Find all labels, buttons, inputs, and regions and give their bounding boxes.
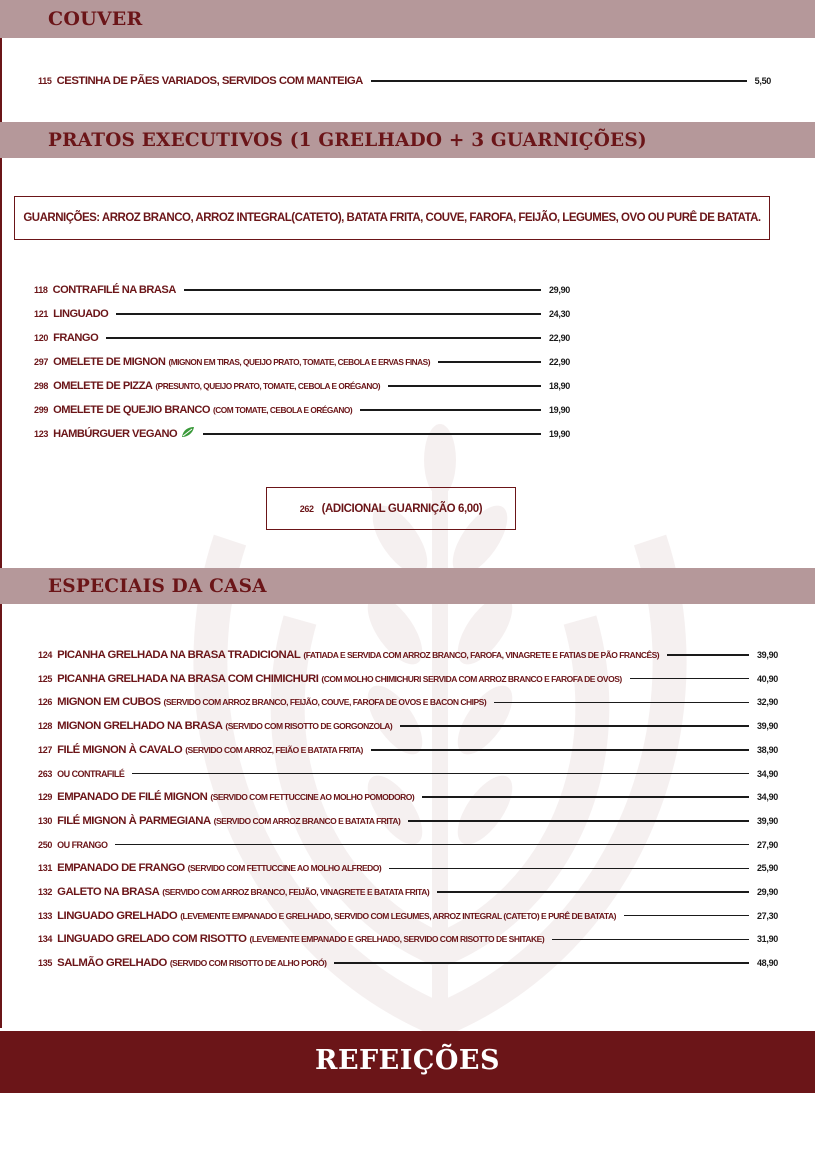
adicional-code: 262 (299, 503, 314, 514)
item-price: 39,90 (756, 650, 778, 660)
item-description: (SERVIDO COM FETTUCCINE AO MOLHO POMODORO) (210, 792, 415, 803)
item-name: OMELETE DE PIZZA (53, 380, 153, 392)
dot-leader-line (388, 385, 541, 387)
item-name: OU CONTRAFILÉ (57, 768, 125, 779)
dot-leader-line (371, 80, 747, 82)
item-code: 134 (38, 934, 53, 945)
item-name: SALMÃO GRELHADO (57, 957, 167, 970)
item-price: 27,30 (756, 910, 778, 921)
dot-leader-line (371, 749, 749, 751)
dot-leader-line (624, 915, 749, 917)
item-name: GALETO NA BRASA (57, 886, 160, 898)
section-title: COUVER (48, 8, 143, 30)
item-code: 299 (34, 405, 49, 415)
menu-item-row (34, 281, 570, 299)
item-code: 131 (38, 863, 53, 874)
menu-item-row (38, 646, 778, 664)
dot-leader-line (438, 361, 541, 363)
menu-item-row (38, 788, 778, 806)
item-description: (SERVIDO COM ARROZ BRANCO, FEIJÃO, COUVE, FAROFA DE OVOS E BACON CHIPS) (163, 697, 487, 708)
footer-title: REFEIÇÕES (315, 1045, 500, 1076)
item-code: 121 (34, 309, 49, 319)
item-code: 118 (34, 285, 48, 295)
menu-item-row (38, 717, 778, 735)
item-code: 133 (38, 910, 53, 921)
menu-item-row (34, 377, 570, 395)
item-description: (SERVIDO COM RISOTTO DE ALHO PORÓ) (169, 958, 327, 969)
item-name: LINGUADO GRELHADO (57, 909, 178, 922)
menu-item-row (38, 930, 778, 948)
menu-item-row (34, 353, 570, 371)
item-price: 39,90 (756, 721, 778, 732)
guarnicoes-text: GUARNIÇÕES: ARROZ BRANCO, ARROZ INTEGRAL(CATETO), BATATA FRITA, COUVE, FAROFA, FEIJÃO, LEGUMES, OVO OU PURÊ DE BATATA. (23, 212, 761, 224)
item-price: 22,90 (548, 357, 570, 367)
item-price: 29,90 (548, 285, 570, 295)
menu-item-row (38, 812, 778, 830)
item-name: OU FRANGO (57, 839, 108, 850)
menu-item-row (34, 305, 570, 323)
item-price: 34,90 (756, 792, 778, 803)
item-name: MIGNON EM CUBOS (57, 696, 161, 709)
dot-leader-line (630, 678, 749, 680)
item-code: 298 (34, 381, 49, 391)
item-name: PICANHA GRELHADA NA BRASA COM CHIMICHURI (57, 672, 319, 685)
item-description: (LEVEMENTE EMPANADO E GRELHADO, SERVIDO COM RISOTTO DE SHITAKE) (249, 934, 545, 945)
item-name: CONTRAFILÉ NA BRASA (52, 284, 176, 296)
item-price: 29,90 (756, 887, 778, 897)
item-price: 25,90 (756, 863, 778, 874)
dot-leader-line (422, 796, 749, 798)
dot-leader-line (116, 313, 541, 315)
dot-leader-line (494, 702, 749, 704)
item-name: EMPANADO DE FRANGO (57, 862, 185, 875)
item-price: 32,90 (756, 697, 778, 708)
item-description: (COM MOLHO CHIMICHURI SERVIDA COM ARROZ BRANCO E FAROFA DE OVOS) (321, 673, 622, 684)
item-price: 40,90 (756, 673, 778, 684)
dot-leader-line (667, 654, 749, 656)
menu-item-row (34, 425, 570, 443)
item-price: 18,90 (548, 381, 570, 391)
item-name: EMPANADO DE FILÉ MIGNON (57, 791, 208, 804)
menu-item-row (38, 883, 778, 901)
dot-leader-line (360, 409, 541, 411)
menu-item-row (38, 954, 778, 972)
item-code: 127 (38, 744, 53, 755)
menu-item-row (38, 670, 778, 688)
item-code: 130 (38, 815, 53, 826)
item-description: (SERVIDO COM ARROZ, FEIÃO E BATATA FRITA) (185, 744, 363, 755)
item-description: (SERVIDO COM RISOTTO DE GORGONZOLA) (225, 721, 393, 732)
dot-leader-line (408, 820, 749, 822)
item-price: 38,90 (756, 744, 778, 755)
item-price: 24,30 (548, 309, 570, 319)
item-description: (COM TOMATE, CEBOLA E ORÉGANO) (213, 405, 353, 415)
item-code: 115 (38, 76, 52, 86)
footer-banner (0, 1031, 815, 1093)
menu-item-row (38, 72, 771, 90)
item-description: (SERVIDO COM ARROZ BRANCO, FEIJÃO, VINAGRETE E BATATA FRITA) (162, 887, 430, 897)
section-header-executivos (0, 122, 815, 158)
dot-leader-line (389, 868, 749, 870)
item-name: MIGNON GRELHADO NA BRASA (57, 720, 223, 733)
item-code: 135 (38, 958, 53, 969)
item-price: 34,90 (756, 768, 778, 779)
dot-leader-line (552, 939, 749, 941)
dot-leader-line (115, 844, 749, 846)
item-name: LINGUADO GRELADO COM RISOTTO (57, 933, 247, 946)
item-code: 126 (38, 697, 53, 708)
dot-leader-line (106, 337, 541, 339)
menu-item-row (38, 693, 778, 711)
menu-item-row (38, 741, 778, 759)
menu-item-row (34, 329, 570, 347)
item-description: (FATIADA E SERVIDA COM ARROZ BRANCO, FAROFA, VINAGRETE E FATIAS DE PÃO FRANCÊS) (303, 650, 660, 660)
guarnicoes-box (14, 196, 770, 240)
item-price: 31,90 (756, 934, 778, 945)
item-price: 5,50 (754, 76, 771, 86)
item-name: CESTINHA DE PÃES VARIADOS, SERVIDOS COM MANTEIGA (56, 75, 363, 87)
item-name: OMELETE DE QUEJIO BRANCO (53, 404, 211, 416)
item-price: 39,90 (756, 815, 778, 826)
section-header-especiais (0, 568, 815, 604)
dot-leader-line (132, 773, 749, 775)
menu-item-row (38, 765, 778, 783)
item-price: 48,90 (756, 958, 778, 969)
item-description: (SERVIDO COM ARROZ BRANCO E BATATA FRITA) (213, 815, 401, 826)
dot-leader-line (400, 725, 749, 727)
menu-item-row (38, 836, 778, 854)
item-description: (PRESUNTO, QUEIJO PRATO, TOMATE, CEBOLA E ORÉGANO) (155, 381, 381, 391)
item-price: 19,90 (548, 429, 570, 439)
item-code: 120 (34, 333, 49, 343)
dot-leader-line (184, 289, 541, 291)
item-code: 297 (34, 357, 49, 367)
dot-leader-line (437, 891, 749, 893)
item-code: 250 (38, 839, 53, 850)
item-code: 129 (38, 792, 53, 803)
item-name: FILÉ MIGNON À PARMEGIANA (57, 814, 211, 827)
menu-item-row (38, 859, 778, 877)
left-border-line (0, 36, 2, 1028)
item-price: 22,90 (548, 333, 570, 343)
item-code: 263 (38, 768, 53, 779)
item-code: 125 (38, 673, 53, 684)
item-code: 128 (38, 721, 53, 732)
item-price: 19,90 (548, 405, 570, 415)
leaf-icon (181, 425, 195, 443)
dot-leader-line (203, 433, 541, 435)
menu-item-row (34, 401, 570, 419)
item-code: 124 (38, 650, 53, 660)
item-description: (LEVEMENTE EMPANADO E GRELHADO, SERVIDO COM LEGUMES, ARROZ INTEGRAL (CATETO) E PURÊ DE BATATA) (180, 910, 616, 921)
item-code: 132 (38, 887, 53, 897)
section-title: ESPECIAIS DA CASA (48, 576, 267, 597)
item-name: OMELETE DE MIGNON (53, 356, 166, 368)
item-name: FILÉ MIGNON À CAVALO (57, 743, 183, 756)
section-header-couver (0, 0, 815, 38)
item-name: PICANHA GRELHADA NA BRASA TRADICIONAL (57, 649, 301, 661)
item-price: 27,90 (756, 839, 778, 850)
item-code: 123 (34, 429, 49, 439)
adicional-label: (ADICIONAL GUARNIÇÃO 6,00) (321, 502, 483, 515)
item-description: (MIGNON EM TIRAS, QUEIJO PRATO, TOMATE, CEBOLA E ERVAS FINAS) (168, 357, 430, 367)
section-title: PRATOS EXECUTIVOS (1 GRELHADO + 3 GUARNIÇÕES) (48, 130, 647, 151)
item-name: FRANGO (53, 332, 99, 344)
dot-leader-line (334, 962, 748, 964)
adicional-box (266, 487, 516, 530)
item-name: HAMBÚRGUER VEGANO (53, 428, 178, 440)
menu-item-row (38, 907, 778, 925)
item-description: (SERVIDO COM FETTUCCINE AO MOLHO ALFREDO) (187, 863, 382, 874)
item-name: LINGUADO (53, 308, 109, 320)
